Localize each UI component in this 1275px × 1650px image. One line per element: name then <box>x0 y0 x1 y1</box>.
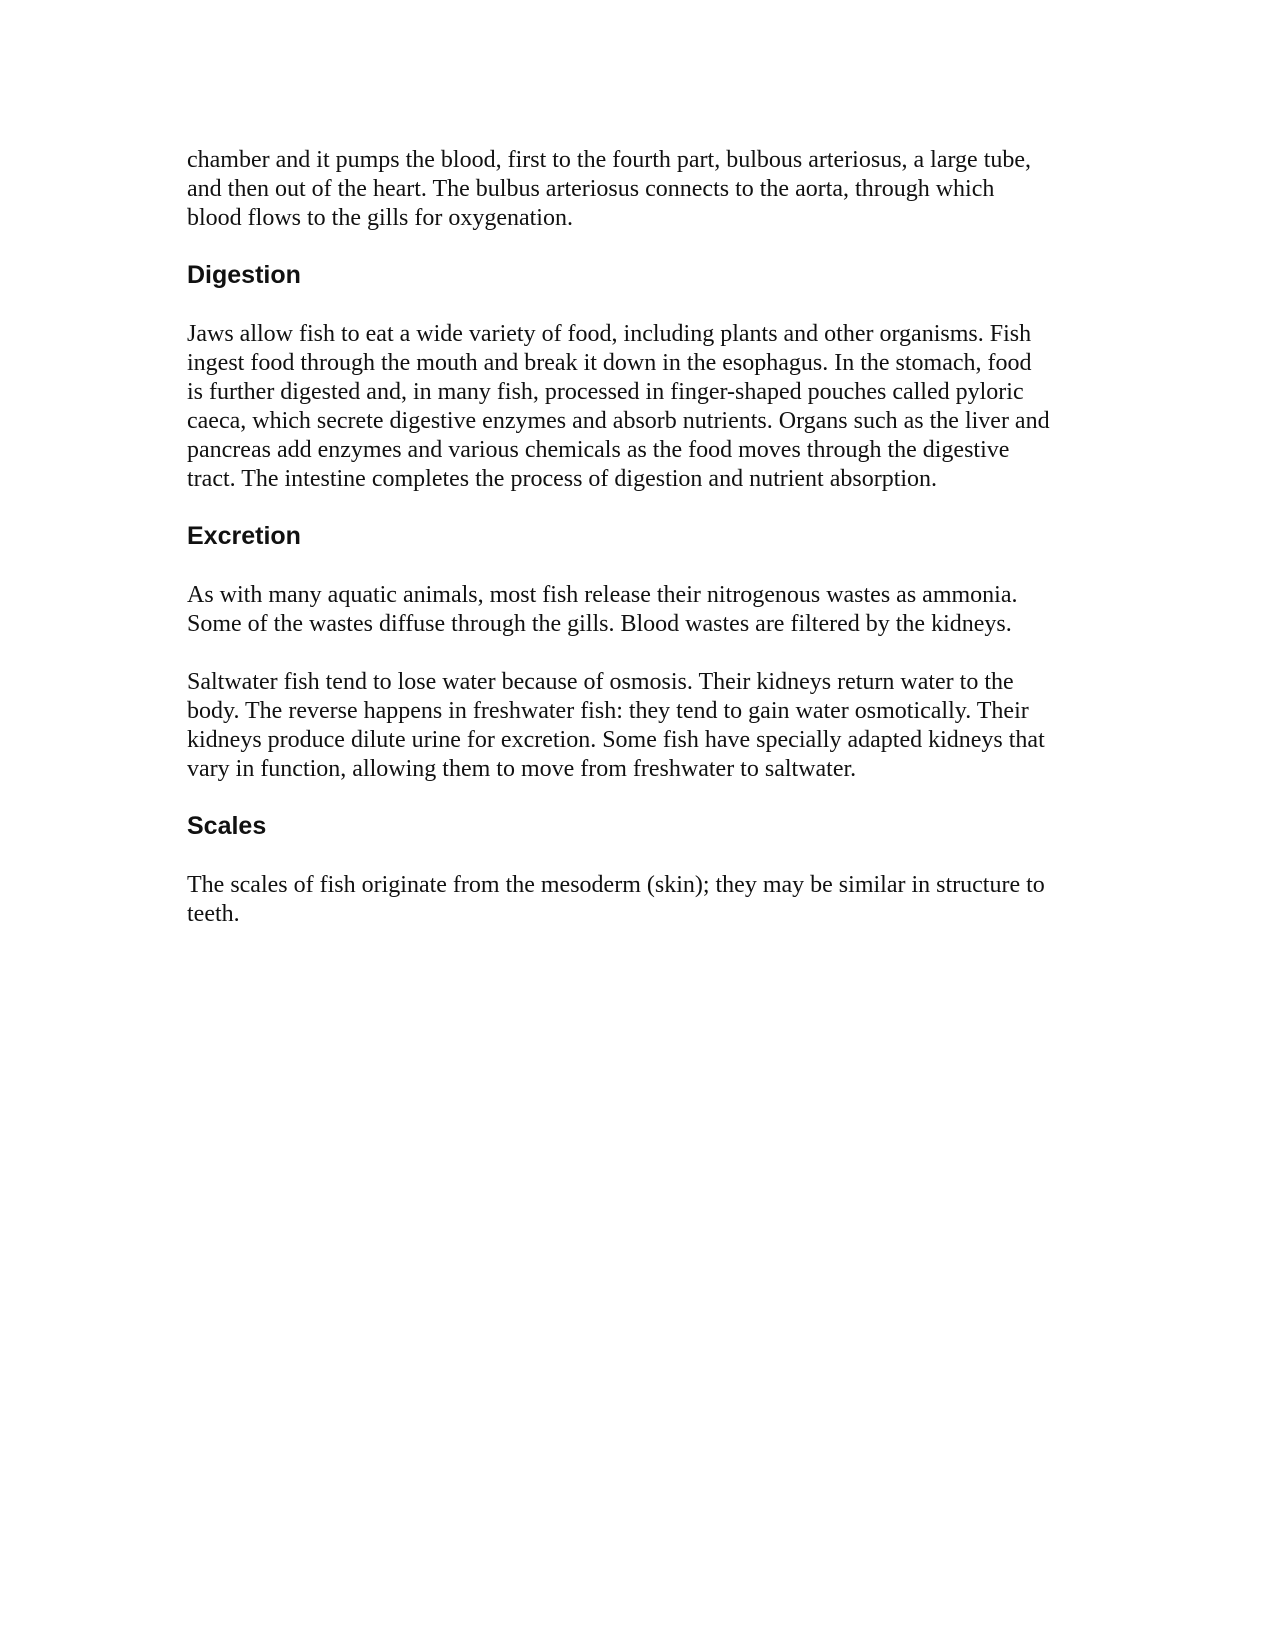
scales-paragraph <box>187 871 1087 929</box>
paragraph-line: caeca, which secrete digestive enzymes and absorb nutrients. Organs such as the liver and <box>187 408 1050 434</box>
paragraph-line: blood flows to the gills for oxygenation. <box>187 205 573 231</box>
paragraph-line: kidneys produce dilute urine for excretion. Some fish have specially adapted kidneys that <box>187 727 1045 753</box>
excretion-paragraph-2 <box>187 668 1087 784</box>
paragraph-line: body. The reverse happens in freshwater fish: they tend to gain water osmotically. Their <box>187 698 1029 724</box>
excretion-paragraph-1 <box>187 581 1087 639</box>
section-heading-digestion: Digestion <box>187 261 301 289</box>
paragraph-line: ingest food through the mouth and break it down in the esophagus. In the stomach, food <box>187 350 1032 376</box>
paragraph-line: is further digested and, in many fish, processed in finger-shaped pouches called pyloric <box>187 379 1024 405</box>
document-body <box>187 146 1087 929</box>
intro-paragraph <box>187 146 1087 233</box>
paragraph-line: tract. The intestine completes the process of digestion and nutrient absorption. <box>187 466 938 492</box>
paragraph-line: pancreas add enzymes and various chemicals as the food moves through the digestive <box>187 437 1010 463</box>
digestion-paragraph <box>187 320 1087 494</box>
paragraph-line: As with many aquatic animals, most fish release their nitrogenous wastes as ammonia. <box>187 582 1018 608</box>
paragraph-line: Some of the wastes diffuse through the gills. Blood wastes are filtered by the kidneys. <box>187 611 1012 637</box>
paragraph-line: The scales of fish originate from the mesoderm (skin); they may be similar in structure to <box>187 872 1045 898</box>
paragraph-line: and then out of the heart. The bulbus arteriosus connects to the aorta, through which <box>187 176 995 202</box>
section-heading-excretion: Excretion <box>187 522 301 550</box>
paragraph-line: teeth. <box>187 901 240 927</box>
paragraph-line: chamber and it pumps the blood, first to the fourth part, bulbous arteriosus, a large tube, <box>187 147 1032 173</box>
section-heading-scales: Scales <box>187 812 267 840</box>
paragraph-line: vary in function, allowing them to move from freshwater to saltwater. <box>187 756 857 782</box>
paragraph-line: Jaws allow fish to eat a wide variety of food, including plants and other organisms. Fish <box>187 321 1032 347</box>
paragraph-line: Saltwater fish tend to lose water because of osmosis. Their kidneys return water to the <box>187 669 1014 695</box>
